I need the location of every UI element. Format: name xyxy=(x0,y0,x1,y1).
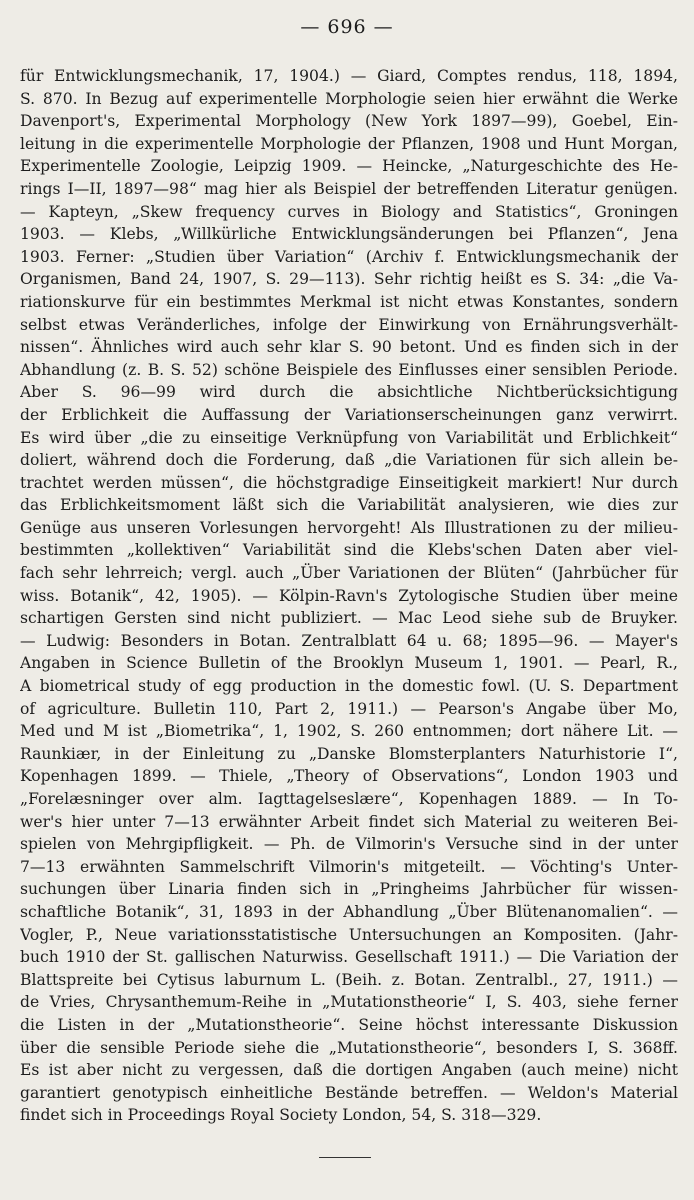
text-line: 1903. Ferner: „Studien über Variation“ (Archiv f. Entwicklungsmechanik der xyxy=(20,247,678,266)
text-line: Med und M ist „Biometrika“, 1, 1902, S. 260 entnommen; dort nähere Lit. — xyxy=(20,722,678,741)
body-text xyxy=(20,65,678,1127)
text-line: Genüge aus unseren Vorlesungen hervorgeht! Als Illustrationen zu der milieu- xyxy=(20,518,678,537)
text-line: Abhandlung (z. B. S. 52) schöne Beispiele des Einflusses einer sensiblen Periode. xyxy=(20,360,678,379)
text-line: Raunkiær, in der Einleitung zu „Danske Blomsterplanters Naturhistorie I“, xyxy=(20,744,678,763)
text-line: über die sensible Periode siehe die „Mutationstheorie“, besonders I, S. 368ff. xyxy=(20,1038,678,1057)
text-line: suchungen über Linaria finden sich in „Pringheims Jahrbücher für wissen- xyxy=(20,880,678,899)
text-line: findet sich in Proceedings Royal Society London, 54, S. 318—329. xyxy=(20,1106,542,1125)
text-line: doliert, während doch die Forderung, daß „die Variationen für sich allein be- xyxy=(20,451,678,470)
text-line: of agriculture. Bulletin 110, Part 2, 1911.) — Pearson's Angabe über Mo, xyxy=(20,699,678,718)
text-line: — Kapteyn, „Skew frequency curves in Biology and Statistics“, Groningen xyxy=(20,202,678,221)
text-line: leitung in die experimentelle Morphologie der Pflanzen, 1908 und Hunt Morgan, xyxy=(20,134,678,153)
text-line: — Ludwig: Besonders in Botan. Zentralblatt 64 u. 68; 1895—96. — Mayer's xyxy=(20,631,678,650)
text-line: de Vries, Chrysanthemum-Reihe in „Mutationstheorie“ I, S. 403, siehe ferner xyxy=(20,993,678,1012)
text-line: riationskurve für ein bestimmtes Merkmal ist nicht etwas Konstantes, sondern xyxy=(20,292,678,311)
text-line: nissen“. Ähnliches wird auch sehr klar S. 90 betont. Und es finden sich in der xyxy=(20,338,678,357)
text-line: Blattspreite bei Cytisus laburnum L. (Beih. z. Botan. Zentralbl., 27, 1911.) — xyxy=(20,970,678,989)
text-line: für Entwicklungsmechanik, 17, 1904.) — Giard, Comptes rendus, 118, 1894, xyxy=(20,67,678,85)
text-line: Experimentelle Zoologie, Leipzig 1909. — Heincke, „Naturgeschichte des He- xyxy=(20,157,678,176)
footer-rule xyxy=(319,1157,371,1158)
text-line: S. 870. In Bezug auf experimentelle Morphologie seien hier erwähnt die Werke xyxy=(20,89,678,108)
text-line: wer's hier unter 7—13 erwähnter Arbeit findet sich Material zu weiteren Bei- xyxy=(20,812,678,831)
text-line: Vogler, P., Neue variationsstatistische Untersuchungen an Kompositen. (Jahr- xyxy=(20,925,678,944)
text-line: das Erblichkeitsmoment läßt sich die Variabilität analysieren, wie dies zur xyxy=(20,496,678,515)
text-line: 7—13 erwähnten Sammelschrift Vilmorin's mitgeteilt. — Vöchting's Unter- xyxy=(20,857,678,876)
text-line: Es wird über „die zu einseitige Verknüpfung von Variabilität und Erblichkeit“ xyxy=(20,428,678,447)
text-line: Es ist aber nicht zu vergessen, daß die dortigen Angaben (auch meine) nicht xyxy=(20,1061,678,1080)
text-line: schartigen Gersten sind nicht publiziert. — Mac Leod siehe sub de Bruyker. xyxy=(20,609,678,628)
text-line: Angaben in Science Bulletin of the Brooklyn Museum 1, 1901. — Pearl, R., xyxy=(20,654,678,673)
page-number: — 696 — xyxy=(300,16,394,38)
text-line: Organismen, Band 24, 1907, S. 29—113). Sehr richtig heißt es S. 34: „die Va- xyxy=(20,270,678,289)
text-line: fach sehr lehrreich; vergl. auch „Über Variationen der Blüten“ (Jahrbücher für xyxy=(20,564,678,583)
text-line: die Listen in der „Mutationstheorie“. Seine höchst interessante Diskussion xyxy=(20,1015,678,1034)
text-line: garantiert genotypisch einheitliche Bestände betreffen. — Weldon's Material xyxy=(20,1083,678,1102)
text-line: spielen von Mehrgipfligkeit. — Ph. de Vilmorin's Versuche sind in der unter xyxy=(20,835,678,854)
text-line: schaftliche Botanik“, 31, 1893 in der Abhandlung „Über Blütenanomalien“. — xyxy=(20,902,678,921)
text-line: selbst etwas Veränderliches, infolge der Einwirkung von Ernährungsverhält- xyxy=(20,315,678,334)
text-line: trachtet werden müssen“, die höchstgradige Einseitigkeit markiert! Nur durch xyxy=(20,473,678,492)
text-line: Kopenhagen 1899. — Thiele, „Theory of Observations“, London 1903 und xyxy=(20,767,678,786)
text-line: A biometrical study of egg production in the domestic fowl. (U. S. Department xyxy=(20,677,678,696)
text-line: Davenport's, Experimental Morphology (New York 1897—99), Goebel, Ein- xyxy=(20,112,678,131)
text-line: Aber S. 96—99 wird durch die absichtliche Nichtberücksichtigung xyxy=(20,383,678,402)
text-line: 1903. — Klebs, „Willkürliche Entwicklungsänderungen bei Pflanzen“, Jena xyxy=(20,225,678,244)
text-line: der Erblichkeit die Auffassung der Variationserscheinungen ganz verwirrt. xyxy=(20,405,678,424)
text-line: rings I—II, 1897—98“ mag hier als Beispiel der betreffenden Literatur genügen. xyxy=(20,179,678,198)
text-line: wiss. Botanik“, 42, 1905). — Kölpin-Ravn's Zytologische Studien über meine xyxy=(20,586,678,605)
text-line: „Forelæsninger over alm. Iagttagelseslære“, Kopenhagen 1889. — In To- xyxy=(20,790,678,808)
text-line: bestimmten „kollektiven“ Variabilität sind die Klebs'schen Daten aber viel- xyxy=(20,541,678,560)
text-line: buch 1910 der St. gallischen Naturwiss. Gesellschaft 1911.) — Die Variation der xyxy=(20,948,678,967)
